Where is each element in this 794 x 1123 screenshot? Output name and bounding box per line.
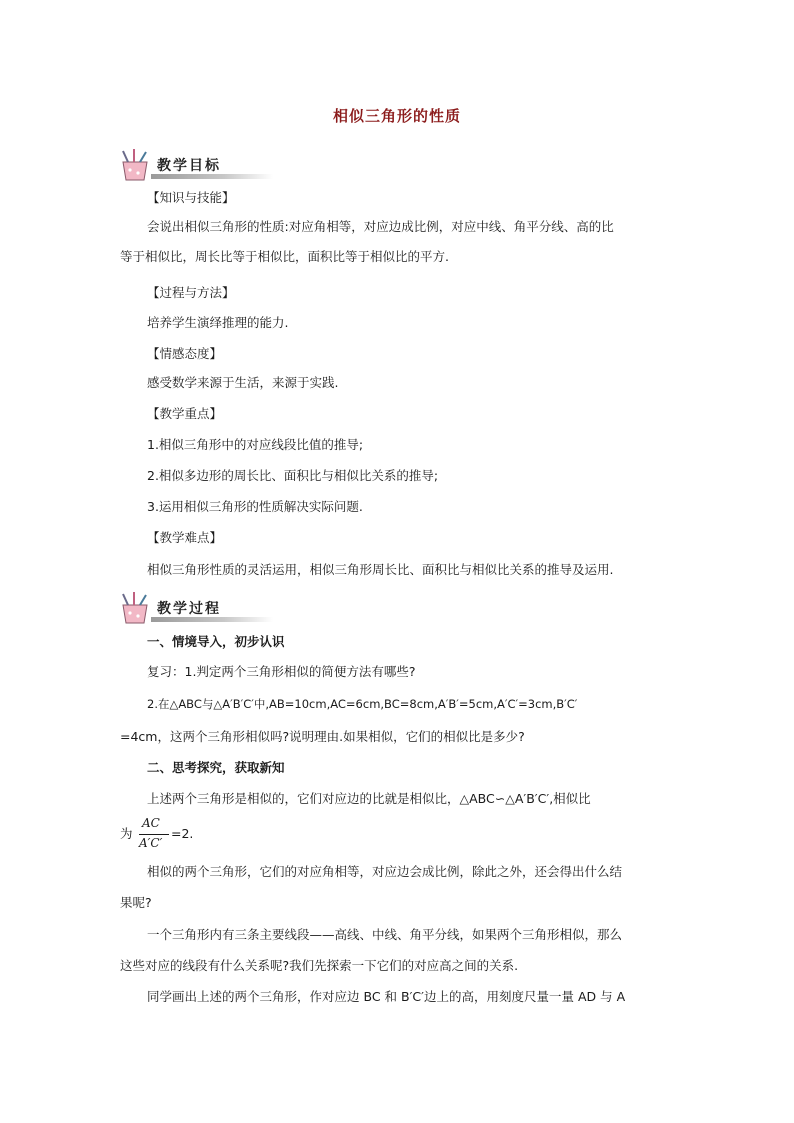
paragraph-line: 2.在△ABC与△A′B′C′中,AB=10cm,AC=6cm,BC=8cm,A′B′=5cm,A′C′=3cm,B′C′ [147, 697, 578, 711]
paragraph-line: 会说出相似三角形的性质:对应角相等，对应边成比例，对应中线、角平分线、高的比 [147, 219, 614, 234]
section-heading-objectives [117, 148, 277, 182]
paragraph-line: =4cm，这两个三角形相似吗?说明理由.如果相似，它们的相似比是多少? [120, 729, 525, 744]
paragraph-line: 这些对应的线段有什么关系呢?我们先探索一下它们的对应高之间的关系. [120, 958, 519, 973]
fraction-ac-over-a-prime-c-prime [138, 815, 170, 853]
pencil-pot-icon [117, 591, 153, 625]
fraction-bar [139, 834, 169, 835]
paragraph-prefix: 为 [120, 826, 133, 841]
difficulty-title: 【教学难点】 [147, 530, 223, 545]
fraction-denominator: A′C′ [139, 836, 163, 850]
section-heading-process [117, 591, 277, 625]
process-method-title: 【过程与方法】 [147, 285, 235, 300]
section-heading-label: 教学目标 [157, 158, 221, 174]
section-heading-label: 教学过程 [157, 601, 221, 617]
paragraph-line: 复习：1.判定两个三角形相似的简便方法有哪些? [147, 664, 416, 679]
paragraph-line: 相似三角形性质的灵活运用，相似三角形周长比、面积比与相似比关系的推导及运用. [147, 562, 614, 577]
paragraph-line: 等于相似比，周长比等于相似比，面积比等于相似比的平方. [120, 249, 449, 264]
paragraph-line: 果呢? [120, 895, 152, 910]
fraction-numerator: AC [142, 816, 160, 830]
attitude-title: 【情感态度】 [147, 346, 223, 361]
pencil-pot-icon [117, 148, 153, 182]
paragraph-line: 感受数学来源于生活，来源于实践. [147, 375, 339, 390]
list-item: 3.运用相似三角形的性质解决实际问题. [147, 499, 363, 514]
document-title: 相似三角形的性质 [332, 107, 461, 125]
knowledge-title: 【知识与技能】 [147, 190, 235, 205]
paragraph-suffix: =2. [171, 826, 194, 841]
list-item: 1.相似三角形中的对应线段比值的推导; [147, 437, 364, 452]
key-points-title: 【教学重点】 [147, 406, 223, 421]
paragraph-line: 培养学生演绎推理的能力. [147, 315, 289, 330]
paragraph-line: 一个三角形内有三条主要线段——高线、中线、角平分线，如果两个三角形相似，那么 [147, 927, 623, 942]
list-item: 2.相似多边形的周长比、面积比与相似比关系的推导; [147, 468, 439, 483]
paragraph-line: 相似的两个三角形，它们的对应角相等，对应边会成比例，除此之外，还会得出什么结 [147, 864, 623, 879]
paragraph-line: 上述两个三角形是相似的，它们对应边的比就是相似比，△ABC∽△A′B′C′,相似比 [147, 791, 591, 806]
part-title: 一、情境导入，初步认识 [147, 634, 285, 649]
paragraph-line: 同学画出上述的两个三角形，作对应边 BC 和 B′C′边上的高，用刻度尺量一量 AD 与 A [147, 989, 626, 1004]
part-title: 二、思考探究，获取新知 [147, 760, 285, 775]
